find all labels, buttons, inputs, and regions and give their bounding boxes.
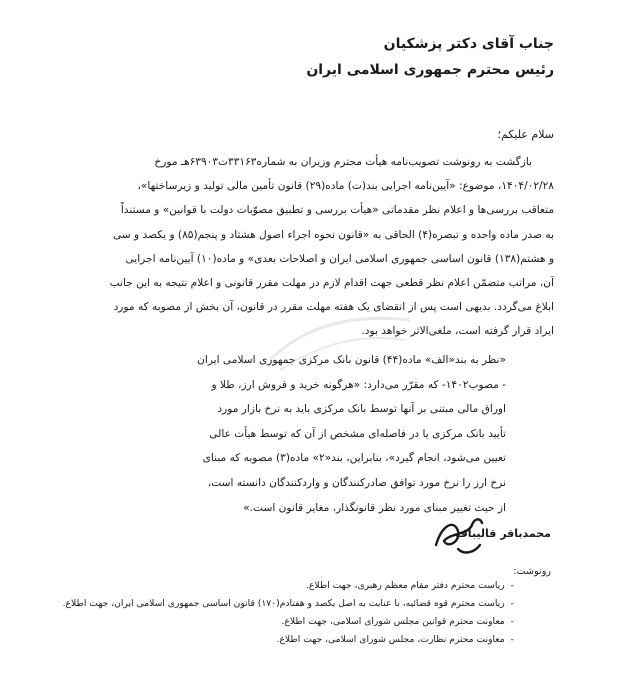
body-line: به صدر ماده واحده و تبصره(۴) الحاقی به «قانون نحوه اجراء اصول هشتاد و پنجم(۸۵) و یکصد و سی <box>112 228 554 241</box>
cc-item <box>63 598 514 609</box>
cc-dash: - <box>510 634 514 645</box>
body-line: آن، مراتب متضمّن اعلام نظر قطعی جهت اقدام لازم در مهلت مقرر قانونی و اعلام نتیجه به این جانب <box>109 277 554 290</box>
body-line: متعاقب بررسی‌ها و اعلام نظر مقدماتی «هیأت بررسی و تطبیق مصوّبات دولت با قوانین» و مستنداً <box>120 204 554 217</box>
quote-line: از حیث تغییر مبنای مورد نظر قانونگذار، مغایر قانون است.» <box>243 501 506 514</box>
cc-item <box>306 580 514 591</box>
cc-dash: - <box>510 580 514 591</box>
body-line: ابلاغ می‌گردد. بدیهی است پس از انقضای یک هفته مهلت مقرر در قانون، آن بخش از مصوبه که مورد <box>113 301 554 314</box>
cc-label: رونوشت: <box>513 566 551 577</box>
cc-item-text: ریاست محترم دفتر مقام معظم رهبری، جهت اطلاع. <box>305 580 505 591</box>
body-line: ایراد قرار گرفته است، ملغی‌الاثر خواهد بود. <box>361 325 554 338</box>
quoted-ruling <box>104 348 506 520</box>
cc-item <box>277 634 514 645</box>
quote-line: اوراق مالی مبتنی بر آنها توسط بانک مرکزی باید به نرخ بازار مورد <box>217 403 506 416</box>
signatory-name: محمدباقر قالیباف <box>455 527 551 540</box>
cc-item-text: معاونت محترم قوانین مجلس شورای اسلامی، جهت اطلاع. <box>281 616 505 627</box>
cc-item <box>281 616 514 627</box>
cc-dash: - <box>510 616 514 627</box>
cc-item-text: ریاست محترم قوه قضائیه، با عنایت به اصل یکصد و هفتادم(۱۷۰) قانون اساسی جمهوری اسلامی ایران، جهت اطلاع. <box>62 598 505 609</box>
addressee-name: جناب آقای دکتر پزشکیان <box>383 36 554 52</box>
greeting: سلام علیکم؛ <box>497 128 554 141</box>
quote-line: نرخ ارز را نرخ مورد توافق صادرکنندگان و واردکنندگان دانسته است، <box>207 476 506 489</box>
body-line: بازگشت به رونوشت تصویب‌نامه هیأت محترم وزیران به شماره۳۳۱۶۳ت۶۳۹۰۳هـ مورخ <box>154 156 532 168</box>
quote-line: - مصوب۱۴۰۲- که مقرّر می‌دارد: «هرگونه خرید و فروش ارز، طلا و <box>211 378 506 391</box>
quote-line: تأیید بانک مرکزی یا در فاصله‌ای مشخص از آن که توسط هیأت عالی <box>209 427 506 440</box>
quote-line: «نظر به بند«الف» ماده(۴۴) قانون بانک مرکزی جمهوری اسلامی ایران <box>197 354 506 366</box>
addressee-title: رئیس محترم جمهوری اسلامی ایران <box>306 62 554 78</box>
body-line: و هشتم(۱۳۸) قانون اساسی جمهوری اسلامی ایران و اصلاحات بعدی» و ماده(۱۰) آیین‌نامه اجرایی <box>125 252 554 265</box>
quote-line: تعیین می‌شود، انجام گیرد»، بنابراین، بند«۲» ماده(۳) مصوبه که مبنای <box>202 452 506 465</box>
cc-item-text: معاونت محترم نظارت، مجلس شورای اسلامی، جهت اطلاع. <box>276 634 505 645</box>
signature-icon <box>428 505 490 561</box>
cc-dash: - <box>510 598 514 609</box>
body-line: ۱۴۰۴/۰۲/۲۸، موضوع: «آیین‌نامه اجرایی بند(ت) ماده(۲۹) قانون تأمین مالی تولید و زیرساختها»، <box>137 180 554 193</box>
